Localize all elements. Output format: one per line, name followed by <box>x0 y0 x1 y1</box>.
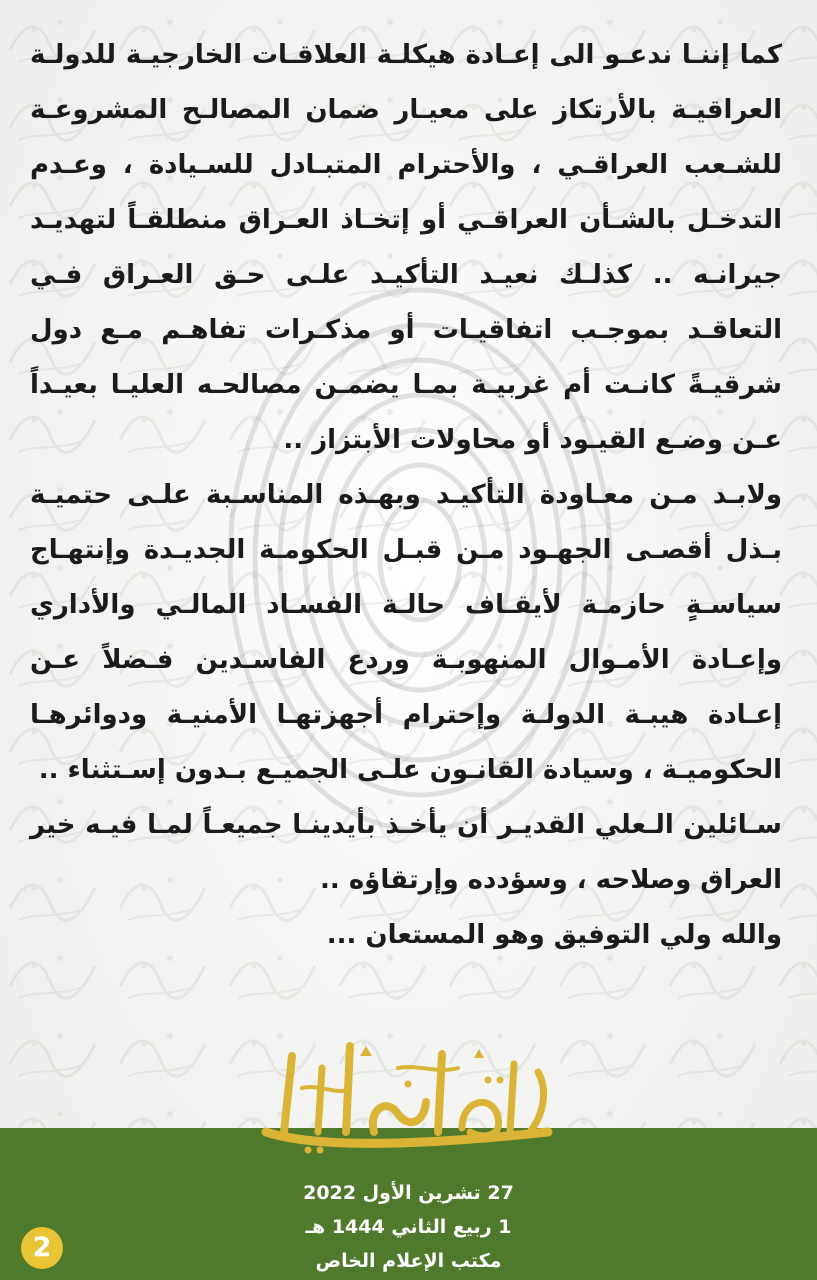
statement-body <box>30 28 782 963</box>
date-hijri: 1 ربيع الثاني 1444 هـ <box>305 1216 512 1238</box>
paragraph-corruption: ولابـد مـن معـاودة التأكيـد وبهـذه المناسـبة علـى حتميـة بـذل أقصـى الجهـود مـن قبـل الحكومـة الجديـدة وإنتهـاج سياسـةٍ حازمـة لأيقـاف حالـة الفسـاد المالـي والأداري وإعـادة الأمـوال المنهوبـة وردع الفاسـدين فـضلاً عـن إعـادة هيبـة الدولـة وإحترام أجهزتهـا الأمنيـة ودوائرهـا الحكوميـة ، وسيادة القانـون علـى الجميـع بـدون إسـتثناء .. <box>30 480 782 785</box>
date-gregorian: 27 تشرين الأول 2022 <box>303 1182 514 1204</box>
paragraph-prayer: سـائلين الـعلي القديـر أن يأخـذ بأيدينـا جميعـاً لمـا فيـه خير العراق وصلاحه ، وسؤدده وإرتقاؤه .. <box>30 810 782 895</box>
calligraphy-logo <box>248 1028 568 1158</box>
footer-info <box>220 1176 597 1278</box>
office-name: مكتب الإعلام الخاص <box>315 1250 502 1272</box>
page-number-badge: 2 <box>21 1227 63 1269</box>
paragraph-closing: والله ولي التوفيق وهو المستعان ... <box>326 920 782 950</box>
paragraph-foreign-relations: كما إننـا ندعـو الى إعـادة هيكلـة العلاقـات الخارجيـة للدولـة العراقيـة بالأرتكاز على معيـار ضمان المصالـح المشروعـة للشـعب العراقـي ، والأحترام المتبـادل للسـيادة ، وعـدم التدخـل بالشـأن العراقـي أو إتخـاذ العـراق منطلقـاً لتهديـد جيرانـه .. كذلـك نعيـد التأكيـد علـى حـق العـراق فـي التعاقـد بموجـب اتفاقيـات أو مذكـرات تفاهـم مـع دول شرقيـةً كانـت أم غربيـة بمـا يضمـن مصالحـه العليـا بعيـداً عـن وضـع القيـود أو محاولات الأبتزاز .. <box>30 40 782 455</box>
